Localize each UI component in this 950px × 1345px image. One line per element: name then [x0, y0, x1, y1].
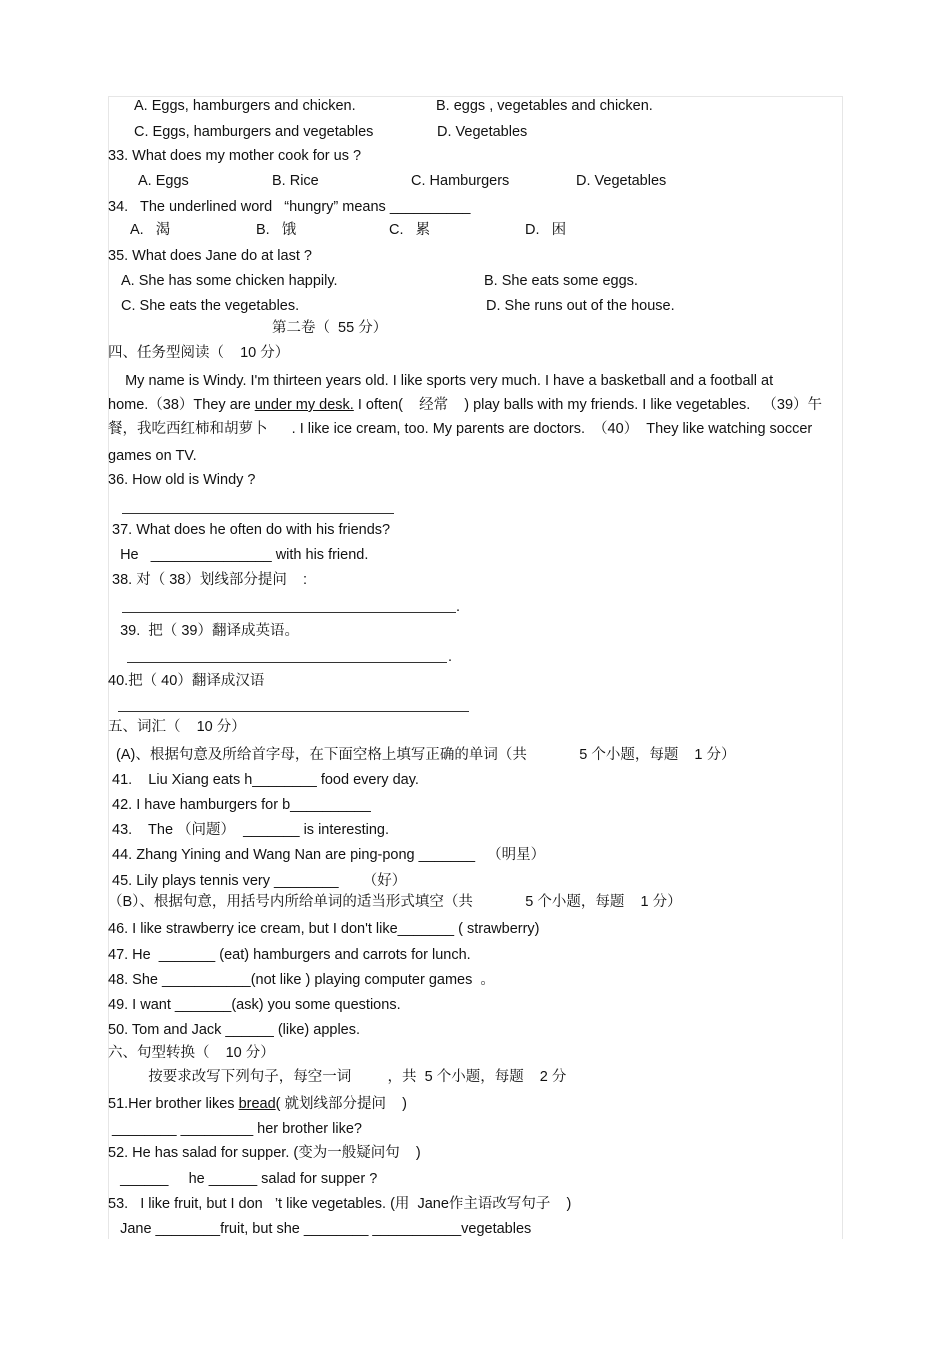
q37-stem: 37. What does he often do with his friends?: [108, 522, 391, 538]
answer-line-38: [122, 612, 456, 613]
q40-stem: 40.把（ 40）翻译成汉语: [108, 673, 265, 689]
q47: 47. He _______ (eat) hamburgers and carrots for lunch.: [108, 947, 471, 963]
passage-text: I often( 经常 ) play balls with my friends. I like vegetables. （39）午: [353, 397, 823, 413]
q34-option-c: C. 累: [389, 222, 431, 238]
q52-answer: ______ he ______ salad for supper ?: [108, 1171, 378, 1187]
q35-option-b: B. She eats some eggs.: [484, 273, 638, 289]
q38-stem: 38. 对（ 38）划线部分提问 :: [108, 572, 308, 588]
section5-part-a-intro: (A)、根据句意及所给首字母，在下面空格上填写正确的单词（共 5 个小题，每题 1 分）: [112, 747, 736, 763]
part2-title: 第二卷（ 55 分）: [272, 320, 388, 336]
section6-intro: 按要求改写下列句子，每空一词 ，共 5 个小题，每题 2 分: [108, 1069, 567, 1085]
q50: 50. Tom and Jack ______ (like) apples.: [108, 1022, 361, 1038]
passage-line-1: My name is Windy. I'm thirteen years old. I like sports very much. I have a basketball and a football at: [113, 373, 774, 389]
q35-option-d: D. She runs out of the house.: [486, 298, 675, 314]
q33-option-d: D. Vegetables: [576, 173, 667, 189]
q46: 46. I like strawberry ice cream, but I don't like_______ ( strawberry): [108, 921, 540, 937]
q45: 45. Lily plays tennis very ________ （好）: [108, 873, 407, 889]
q51-instruction: ( 就划线部分提问 ): [275, 1096, 407, 1112]
q33-option-c: C. Hamburgers: [411, 173, 510, 189]
q33-option-b: B. Rice: [272, 173, 319, 189]
passage-line-3: 餐，我吃西红柿和胡萝卜 . I like ice cream, too. My parents are doctors. （40） They like watching soccer: [108, 421, 813, 437]
q53-stem: 53. I like fruit, but I don ’t like vegetables. (用 Jane作主语改写句子 ): [108, 1196, 572, 1212]
q35-option-c: C. She eats the vegetables.: [121, 298, 300, 314]
answer-line-36: [122, 513, 394, 514]
q32-option-b: B. eggs , vegetables and chicken.: [436, 98, 653, 114]
answer-line-40: [118, 711, 469, 712]
q32-option-d: D. Vegetables: [437, 124, 528, 140]
q35-stem: 35. What does Jane do at last ?: [108, 248, 312, 264]
passage-line-2: [108, 396, 822, 414]
q43: 43. The （问题） _______ is interesting.: [108, 822, 390, 838]
section5-title: 五、词汇（ 10 分）: [108, 719, 246, 735]
section6-title: 六、句型转换（ 10 分）: [108, 1045, 275, 1061]
q33-option-a: A. Eggs: [138, 173, 189, 189]
q34-option-a: A. 渴: [130, 222, 171, 238]
answer-period-38: .: [456, 599, 461, 615]
section5-part-b-intro: （B）、根据句意，用括号内所给单词的适当形式填空（共 5 个小题，每题 1 分）: [108, 894, 682, 910]
section4-title: 四、任务型阅读（ 10 分）: [108, 345, 290, 361]
passage-text: home.（38）They are: [108, 397, 255, 413]
q32-option-c: C. Eggs, hamburgers and vegetables: [134, 124, 374, 140]
q51-underlined-word: bread: [238, 1096, 276, 1112]
q34-option-b: B. 饿: [256, 222, 297, 238]
q36-stem: 36. How old is Windy ?: [108, 472, 256, 488]
q52-stem: 52. He has salad for supper. (变为一般疑问句 ): [108, 1145, 421, 1161]
q37-answer: He _______________ with his friend.: [108, 547, 369, 563]
q32-option-a: A. Eggs, hamburgers and chicken.: [134, 98, 356, 114]
answer-line-39: [127, 662, 447, 663]
q33-stem: 33. What does my mother cook for us ?: [108, 148, 362, 164]
answer-period-39: .: [448, 649, 453, 665]
q53-answer: Jane ________fruit, but she ________ ___________vegetables: [108, 1221, 532, 1237]
q34-stem: 34. The underlined word “hungry” means __________: [108, 199, 471, 215]
q48: 48. She ___________(not like ) playing computer games 。: [108, 972, 495, 988]
q51-answer: ________ _________ her brother like?: [108, 1121, 362, 1137]
q51-stem: [108, 1095, 407, 1113]
passage-line-4: games on TV.: [108, 448, 197, 464]
q44: 44. Zhang Yining and Wang Nan are ping-pong _______ （明星）: [108, 847, 546, 863]
q42: 42. I have hamburgers for b__________: [108, 797, 371, 813]
q51-text: 51.Her brother likes: [108, 1096, 239, 1112]
q49: 49. I want _______(ask) you some questions.: [108, 997, 401, 1013]
q41: 41. Liu Xiang eats h________ food every day.: [108, 772, 419, 788]
q39-stem: 39. 把（ 39）翻译成英语。: [108, 623, 299, 639]
q35-option-a: A. She has some chicken happily.: [121, 273, 338, 289]
underlined-phrase-38: under my desk.: [254, 397, 354, 413]
q34-option-d: D. 困: [525, 222, 567, 238]
